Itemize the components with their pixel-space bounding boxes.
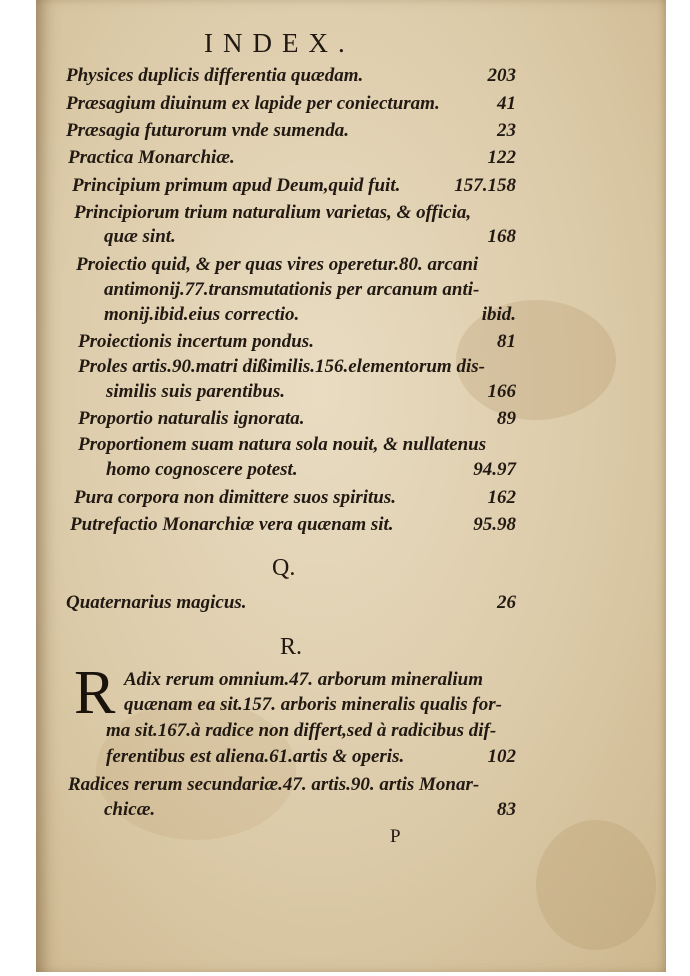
index-entry-page: 89 (497, 408, 516, 429)
index-entry-text: Principiorum trium naturalium varietas, & officia, (74, 202, 472, 223)
index-entry-text: Physices duplicis differentia quædam. (66, 65, 364, 86)
index-entry-page: 203 (487, 65, 516, 86)
index-entry-text: ferentibus est aliena.61.artis & operis. (106, 746, 405, 767)
index-entry-text: Proiectio quid, & per quas vires operetur.80. arcani (76, 254, 479, 275)
index-entry-page: 166 (487, 381, 516, 402)
book-page (36, 0, 666, 972)
index-entry-text: Practica Monarchiæ. (68, 147, 235, 168)
index-entry-page: 83 (497, 799, 516, 820)
index-entry-text: Radices rerum secundariæ.47. artis.90. artis Monar- (68, 774, 480, 795)
index-entry-page: 26 (497, 592, 516, 613)
index-entry-text: chicæ. (104, 799, 156, 820)
index-entry-page: 162 (487, 487, 516, 508)
index-entry-text: similis suis parentibus. (106, 381, 285, 402)
index-entry-page: 94.97 (473, 459, 516, 480)
index-entry-text: antimonij.77.transmutationis per arcanum anti- (104, 279, 480, 300)
index-entry-text: Proportionem suam natura sola nouit, & nullatenus (78, 434, 487, 455)
index-entry-text: Proportio naturalis ignorata. (78, 408, 305, 429)
index-entry-text: Principium primum apud Deum,quid fuit. (72, 175, 401, 196)
index-entry-text: Pura corpora non dimittere suos spiritus. (74, 487, 397, 508)
index-entry-page: 95.98 (473, 514, 516, 535)
index-entry-page: 81 (497, 331, 516, 352)
index-entry-text: quænam ea sit.157. arboris mineralis qualis for- (124, 694, 502, 715)
paper-stain (536, 820, 656, 950)
index-entry-page: 41 (497, 93, 516, 114)
index-entry-page: 102 (487, 746, 516, 767)
index-entry-text: ma sit.167.à radice non differt,sed à radicibus dif- (106, 720, 497, 741)
index-entry-text: Præsagium diuinum ex lapide per coniecturam. (66, 93, 440, 114)
index-entry-page: ibid. (481, 304, 516, 325)
index-entry-page: 157.158 (454, 175, 516, 196)
index-entry-page: 168 (487, 226, 516, 247)
drop-cap: R (74, 659, 116, 727)
index-entry-text: Proles artis.90.matri dißimilis.156.elementorum dis- (78, 356, 485, 377)
index-entry-text: Quaternarius magicus. (66, 592, 247, 613)
index-entry-text: Præsagia futurorum vnde sumenda. (66, 120, 349, 141)
section-letter-q: Q. (272, 555, 296, 581)
index-entry-text: Putrefactio Monarchiæ vera quænam sit. (70, 514, 394, 535)
signature-mark: P (390, 826, 401, 847)
section-letter-r: R. (280, 634, 303, 660)
index-entry-text: homo cognoscere potest. (106, 459, 298, 480)
index-entry-page: 23 (497, 120, 516, 141)
index-entry-page: 122 (487, 147, 516, 168)
index-entry-text: quæ sint. (104, 226, 176, 247)
page-heading: INDEX. (204, 28, 355, 58)
index-entry-text: monij.ibid.eius correctio. (104, 304, 300, 325)
index-entry-text: Adix rerum omnium.47. arborum mineralium (124, 669, 483, 690)
index-entry-text: Proiectionis incertum pondus. (78, 331, 314, 352)
